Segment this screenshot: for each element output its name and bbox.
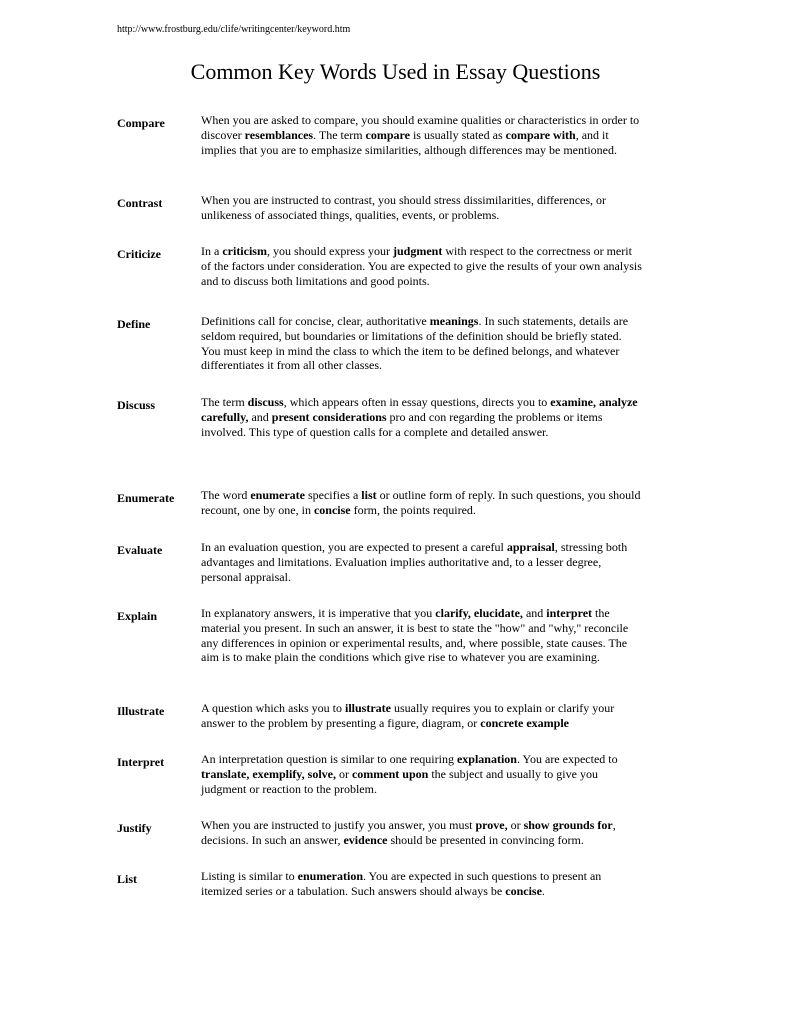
keyword-definition: A question which asks you to illustrate usually requires you to explain or clarify your answer to the problem by presenting a figure, diagram, or concrete example <box>201 701 615 730</box>
emphasized-term: concrete example <box>480 715 569 730</box>
emphasized-term: translate, exemplify, solve, <box>201 766 336 781</box>
keyword-term: Interpret <box>117 755 165 769</box>
emphasized-term: explanation <box>456 752 517 766</box>
emphasized-term: concise <box>313 502 351 517</box>
emphasized-term: illustrate <box>345 701 391 715</box>
keyword-term: Criticize <box>117 247 161 261</box>
keyword-definition: The word enumerate specifies a list or outline form of reply. In such questions, you should recount, one by one, in concise form, the points required. <box>201 488 641 517</box>
emphasized-term: compare with <box>505 127 576 142</box>
keyword-definition: Listing is similar to enumeration. You are expected in such questions to present an itemized series or a tabulation. Such answers should always be concise. <box>201 869 602 898</box>
keyword-term: Explain <box>117 609 158 623</box>
emphasized-term: enumeration <box>297 869 363 883</box>
keyword-definition: When you are instructed to contrast, you should stress dissimilarities, differences, or unlikeness of associated things, qualities, events, or problems. <box>201 193 607 222</box>
keyword-term: List <box>117 872 138 886</box>
keyword-definition: The term discuss, which appears often in essay questions, directs you to examine, analyze carefully, and present considerations pro and con regarding the problems or items involved. This type of question calls for a complete and detailed answer. <box>201 395 638 439</box>
emphasized-term: show grounds for <box>523 818 613 832</box>
keyword-definition: In an evaluation question, you are expected to present a careful appraisal, stressing both advantages and limitations. Evaluation implies authoritative and, to a lesser degree, personal appraisal. <box>201 540 628 584</box>
keyword-term: Compare <box>117 116 165 130</box>
emphasized-term: meanings <box>429 314 479 328</box>
keyword-definition: When you are instructed to justify you answer, you must prove, or show grounds for, decisions. In such an answer, evidence should be presented in convincing form. <box>201 818 616 847</box>
keyword-term: Evaluate <box>117 543 163 557</box>
emphasized-term: examine, analyze carefully, <box>201 395 638 424</box>
page-title: Common Key Words Used in Essay Questions <box>190 59 601 84</box>
keyword-term: Define <box>117 317 151 331</box>
keyword-definition: In explanatory answers, it is imperative that you clarify, elucidate, and interpret the material you present. In such an answer, it is best to state the "how" and "why," reconcile any differences in opinion or experimental results, and, where possible, state causes. The aim is to make plain the conditions which give rise to whatever you are examining. <box>201 606 629 665</box>
emphasized-term: evidence <box>343 832 388 847</box>
keyword-term: Enumerate <box>117 491 175 505</box>
keyword-definition: In a criticism, you should express your judgment with respect to the correctness or merit of the factors under consideration. You are expected to give the results of your own analysis and to discuss both limitations and good points. <box>201 244 642 288</box>
emphasized-term: appraisal <box>506 540 555 554</box>
emphasized-term: present considerations <box>271 409 387 424</box>
emphasized-term: prove, <box>475 818 508 832</box>
keyword-definition: An interpretation question is similar to one requiring explanation. You are expected to translate, exemplify, solve, or comment upon the subject and usually to give you judgment or reaction to the problem. <box>201 752 618 796</box>
emphasized-term: criticism <box>222 244 267 258</box>
emphasized-term: interpret <box>546 606 593 620</box>
keyword-term: Contrast <box>117 196 163 210</box>
keyword-term: Justify <box>117 821 152 835</box>
source-url: http://www.frostburg.edu/clife/writingcenter/keyword.htm <box>117 24 351 35</box>
keyword-term: Illustrate <box>117 704 165 718</box>
emphasized-term: concise <box>505 883 542 898</box>
emphasized-term: compare <box>365 127 410 142</box>
emphasized-term: list <box>361 488 377 502</box>
keyword-definition: Definitions call for concise, clear, authoritative meanings. In such statements, details are seldom required, but boundaries or limitations of the definition should be briefly stated. You must keep in mind the class to which the item to be defined belongs, and whatever differentiates it from all other classes. <box>201 314 629 373</box>
emphasized-term: discuss <box>247 395 284 409</box>
keyword-definition: When you are asked to compare, you should examine qualities or characteristics in order to discover resemblances. The term compare is usually stated as compare with, and it implies that you are to emphasize similarities, although differences may be mentioned. <box>201 113 640 157</box>
emphasized-term: clarify, elucidate, <box>435 606 523 620</box>
emphasized-term: judgment <box>392 244 443 258</box>
keyword-term: Discuss <box>117 398 156 412</box>
emphasized-term: comment upon <box>351 766 429 781</box>
emphasized-term: resemblances <box>244 127 314 142</box>
emphasized-term: enumerate <box>250 488 305 502</box>
